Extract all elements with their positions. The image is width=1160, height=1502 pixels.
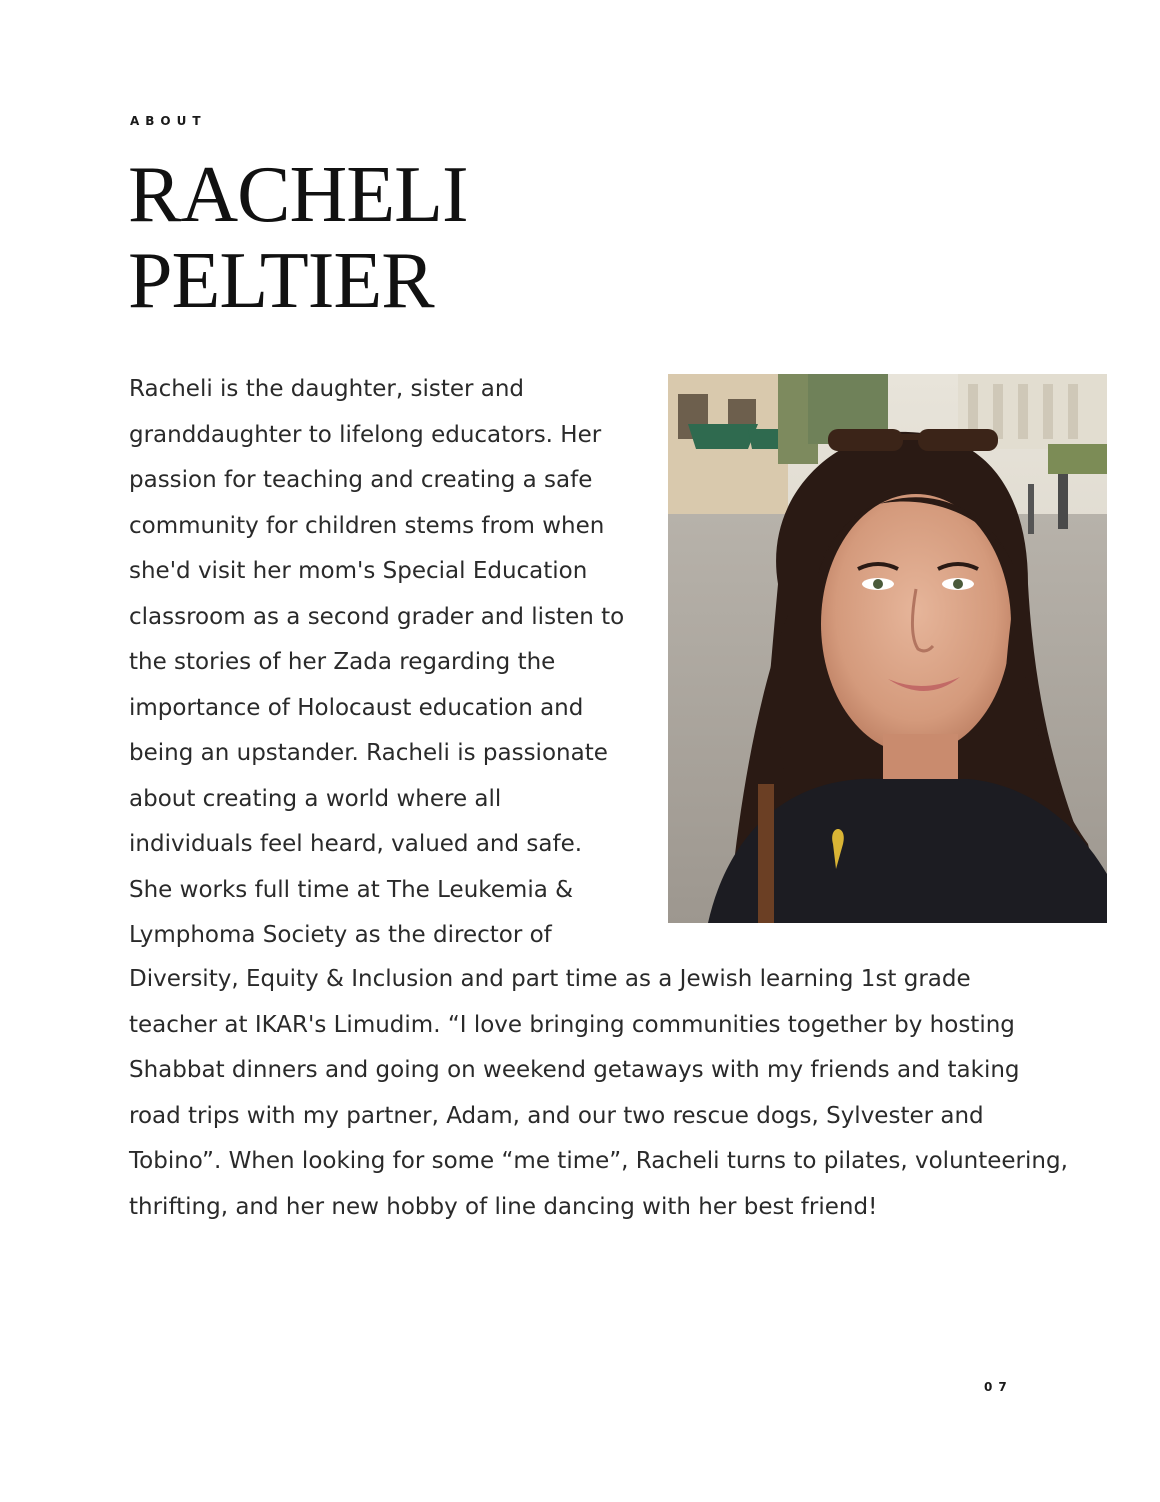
title-first-name: RACHELI — [128, 151, 468, 239]
portrait-photo — [668, 374, 1107, 923]
bio-line: Shabbat dinners and going on weekend getaways with my friends and taking — [129, 1057, 1020, 1083]
title-last-name: PELTIER — [128, 237, 434, 325]
bio-line: being an upstander. Racheli is passionate — [129, 740, 608, 766]
bio-wrapped-text — [129, 367, 654, 959]
bio-full-width-text — [129, 957, 1109, 1230]
bio-line: passion for teaching and creating a safe — [129, 467, 593, 493]
section-eyebrow: ABOUT — [130, 114, 207, 128]
bio-line: she'd visit her mom's Special Education — [129, 558, 588, 584]
bio-line: She works full time at The Leukemia & — [129, 876, 574, 903]
bio-line: the stories of her Zada regarding the — [129, 649, 556, 675]
bio-line: individuals feel heard, valued and safe. — [129, 831, 583, 857]
bio-line: road trips with my partner, Adam, and our two rescue dogs, Sylvester and — [129, 1102, 984, 1129]
bio-line: Lymphoma Society as the director of — [129, 922, 552, 948]
bio-line: teacher at IKAR's Limudim. “I love bringing communities together by hosting — [129, 1011, 1015, 1038]
bio-line: granddaughter to lifelong educators. Her — [129, 421, 602, 448]
bio-line: classroom as a second grader and listen to — [129, 603, 625, 630]
bio-line: importance of Holocaust education and — [129, 694, 584, 721]
bio-line: Tobino”. When looking for some “me time”, Racheli turns to pilates, volunteering, — [129, 1148, 1068, 1174]
bio-line: about creating a world where all — [129, 785, 502, 812]
bio-line: thrifting, and her new hobby of line dancing with her best friend! — [129, 1193, 878, 1220]
bio-line: Diversity, Equity & Inclusion and part time as a Jewish learning 1st grade — [129, 966, 971, 992]
page-title — [128, 152, 468, 324]
bio-line: community for children stems from when — [129, 512, 605, 539]
bio-line: Racheli is the daughter, sister and — [129, 376, 525, 402]
page-number: 07 — [984, 1380, 1013, 1394]
